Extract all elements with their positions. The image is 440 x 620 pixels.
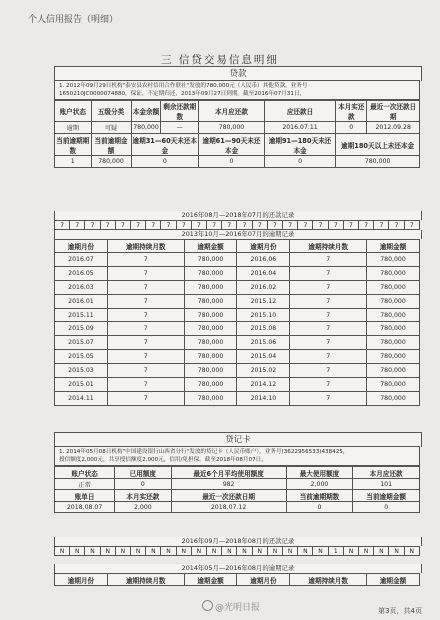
repay-status-cell: 7 [101, 221, 116, 229]
table-cell: 7 [107, 350, 184, 364]
table-row [55, 308, 420, 322]
report-header: 个人信用报告（明细） [28, 15, 119, 25]
table-header-cell: 最近6个月平均使用额度 [171, 467, 286, 479]
repay-status-cell: 7 [374, 221, 389, 229]
repay-status-cell: 7 [253, 221, 268, 229]
table-cell: 780,000 [336, 156, 420, 168]
table-header-cell: 账单日 [55, 490, 115, 502]
repay-status-cell: N [237, 547, 252, 555]
table-cell: 780,000 [91, 156, 131, 168]
repay-status-cell: N [161, 547, 176, 555]
table-cell: 780,000 [184, 391, 237, 405]
table-header-cell: 已用额度 [115, 467, 171, 479]
table-cell: 2015.09 [55, 322, 108, 336]
watermark-text: @光明日报 [215, 603, 261, 613]
loan-note [54, 80, 420, 100]
table-cell: 7 [290, 308, 367, 322]
table-cell: — [161, 122, 199, 134]
table-row [55, 378, 420, 392]
table-header-cell: 逾期月份 [237, 240, 290, 253]
table-cell: 780,000 [367, 253, 420, 267]
loan-note-line-1: 1. 2012年09月29日机构"泰安县农村信用合作联社"发放的780,000元（人民币）其他贷款，业务号 [59, 83, 308, 89]
table-cell: 2015.12 [237, 294, 290, 308]
table-cell: 7 [107, 266, 184, 280]
table-cell: 780,000 [367, 336, 420, 350]
table-header-cell: 账户状态 [55, 467, 115, 479]
table-cell: 2018.07.12 [171, 502, 286, 513]
repay-status-cell: 7 [116, 221, 131, 229]
table-cell: 7 [290, 336, 367, 350]
table-header-cell: 逾期月份 [55, 240, 108, 253]
table-header-cell: 逾期月份 [237, 574, 290, 586]
table-row [55, 266, 420, 280]
table-cell: 7 [290, 350, 367, 364]
loan-note-line-2: 1650210JC0000074880，保证，不定期归还，2013年09月27日到期。截至2016年07月31日， [59, 91, 306, 97]
table-cell: 1 [55, 156, 92, 168]
repay-status-cell: N [131, 547, 146, 555]
table-row [55, 322, 420, 336]
table-cell: 7 [290, 294, 367, 308]
table-cell: 2016.05 [55, 266, 108, 280]
repay-status-cell: N [101, 547, 116, 555]
table-cell: 780,000 [367, 350, 420, 364]
loan-repay-caption: 2016年08月—2018年07月的还款记录 [54, 211, 422, 220]
watermark [202, 600, 260, 613]
table-cell: 7 [107, 322, 184, 336]
table-header-cell: 逾期持续月数 [290, 240, 367, 253]
repay-status-cell: N [268, 547, 283, 555]
table-row [55, 336, 420, 350]
repay-status-cell: N [146, 547, 161, 555]
table-cell: 982 [171, 479, 286, 490]
table-cell: 0 [336, 122, 367, 134]
table-cell: 780,000 [184, 336, 237, 350]
repay-status-cell: N [207, 547, 222, 555]
table-cell: 7 [290, 322, 367, 336]
table-cell: 2016.01 [55, 294, 108, 308]
table-header-cell: 当前逾期期数 [286, 490, 353, 502]
table-cell: 7 [107, 308, 184, 322]
table-row [55, 294, 420, 308]
table-row [55, 364, 420, 378]
table-header-cell: 最近一次还款日期 [171, 490, 286, 502]
repay-status-cell: N [298, 547, 313, 555]
repay-status-cell: 7 [177, 221, 192, 229]
repay-status-cell: N [116, 547, 131, 555]
repay-status-cell: 7 [329, 221, 344, 229]
table-cell: 2015.07 [55, 336, 108, 350]
table-header-cell: 逾期金额 [184, 574, 237, 586]
repay-status-cell: N [85, 547, 100, 555]
repay-status-cell: N [389, 547, 404, 555]
table-cell: 780,000 [199, 122, 265, 134]
repay-status-cell: 7 [146, 221, 161, 229]
table-cell: 2016.07.11 [264, 122, 335, 134]
table-header-cell: 本月应还款 [353, 467, 420, 479]
table-cell: 正常 [55, 479, 115, 490]
table-cell: 2016.02 [237, 280, 290, 294]
table-cell: 2015.02 [237, 364, 290, 378]
table-cell: 7 [290, 266, 367, 280]
repay-status-cell: 1 [329, 547, 344, 555]
card-status-table [54, 466, 420, 513]
table-cell: 2016.03 [55, 280, 108, 294]
table-header-cell: 逾期金额 [367, 240, 420, 253]
repay-status-cell: 7 [192, 221, 207, 229]
table-cell: 780,000 [367, 280, 420, 294]
table-header-cell: 逾期180天以上未还本金 [336, 134, 420, 156]
repay-status-cell: 7 [55, 221, 70, 229]
section-title: 三 信贷交易信息明细 [161, 54, 279, 66]
card-repay-record [54, 546, 420, 556]
repay-status-cell: N [374, 547, 389, 555]
loan-overdue-caption: 2013年10月—2016年07月的逾期记录 [54, 230, 422, 239]
table-cell: 7 [290, 280, 367, 294]
card-note-line-1: 1. 2014年05月08日机构"中国建设银行山西省分行"发放的贷记卡（人民币账户），业务号(3622956533)438425， [59, 449, 349, 455]
table-header-cell: 本月实还款 [115, 490, 171, 502]
table-cell: 2014.10 [237, 391, 290, 405]
table-header-cell: 逾期金额 [367, 574, 420, 586]
table-cell: 2014.11 [55, 391, 108, 405]
repay-status-cell: 7 [161, 221, 176, 229]
table-cell: 7 [290, 378, 367, 392]
repay-status-cell: 7 [222, 221, 237, 229]
table-cell: 2016.04 [237, 266, 290, 280]
table-row [55, 350, 420, 364]
repay-status-cell: 7 [268, 221, 283, 229]
table-header-cell: 逾期31—60天未还本金 [131, 134, 199, 156]
table-cell: 2015.04 [237, 350, 290, 364]
table-row [55, 391, 420, 405]
table-row [55, 253, 420, 267]
repay-status-cell: N [55, 547, 70, 555]
table-cell: 780,000 [184, 294, 237, 308]
repay-status-cell: 7 [85, 221, 100, 229]
table-cell: 780,000 [367, 391, 420, 405]
table-cell: 780,000 [367, 266, 420, 280]
loan-repay-record [54, 220, 420, 230]
card-section-heading: 贷记卡 [54, 432, 422, 447]
table-cell: 7 [107, 378, 184, 392]
table-cell: 0 [115, 479, 171, 490]
loan-section-heading: 贷款 [54, 66, 422, 81]
table-header-cell: 本月实还款 [336, 101, 367, 122]
repay-status-cell: 7 [131, 221, 146, 229]
loan-overdue-table [54, 239, 420, 406]
table-cell: 101 [353, 479, 420, 490]
page-number: 第3页，共4页 [378, 607, 422, 615]
repay-status-cell: 7 [409, 222, 414, 229]
table-header-cell: 逾期91—180天未还本金 [264, 134, 335, 156]
repay-status-cell: 7 [344, 221, 359, 229]
table-header-cell: 逾期持续月数 [107, 574, 184, 586]
repay-status-cell: N [70, 547, 85, 555]
table-cell: 2,000 [115, 502, 171, 513]
repay-status-cell: N [344, 547, 359, 555]
table-cell: 780,000 [184, 350, 237, 364]
table-header-cell: 本月应还款 [199, 101, 265, 122]
table-header-cell: 剩余还款期数 [161, 101, 199, 122]
table-cell: 2015.01 [55, 378, 108, 392]
card-repay-caption: 2016年09月—2018年08月的还款记录 [54, 537, 422, 546]
loan-status-table [54, 100, 420, 168]
repay-status-cell: 7 [298, 221, 313, 229]
table-cell: 780,000 [367, 378, 420, 392]
table-cell: 7 [290, 391, 367, 405]
repay-status-cell: 7 [359, 221, 374, 229]
table-cell: 7 [290, 364, 367, 378]
table-cell: 7 [107, 391, 184, 405]
table-cell: 7 [290, 253, 367, 267]
table-cell: 780,000 [367, 308, 420, 322]
table-cell: 7 [107, 336, 184, 350]
card-note-line-2: 授信额度2,000元，共享授信额度2,000元，信用/免担保。截至2018年08月07日， [59, 457, 267, 463]
table-cell: 2015.11 [55, 308, 108, 322]
weibo-icon [202, 600, 213, 611]
table-cell: 780,000 [184, 266, 237, 280]
repay-status-cell: 7 [70, 221, 85, 229]
repay-status-cell: 7 [283, 221, 298, 229]
table-cell: 780,000 [184, 378, 237, 392]
repay-status-cell: N [409, 548, 415, 555]
repay-status-cell: N [177, 547, 192, 555]
repay-status-cell: N [253, 547, 268, 555]
table-cell: 2012.09.28 [367, 122, 420, 134]
table-cell: 2016.06 [237, 253, 290, 267]
table-cell: 780,000 [184, 364, 237, 378]
repay-status-cell: N [192, 547, 207, 555]
repay-status-cell: N [222, 547, 237, 555]
table-cell: 0 [131, 156, 199, 168]
table-cell: 780,000 [184, 322, 237, 336]
table-header-cell: 逾期月份 [55, 574, 108, 586]
repay-status-cell: 7 [313, 221, 328, 229]
table-cell: 780,000 [184, 253, 237, 267]
table-header-cell: 逾期持续月数 [107, 240, 184, 253]
table-cell: 2015.08 [237, 322, 290, 336]
repay-status-cell: 7 [389, 221, 404, 229]
table-header-cell: 应还款日 [264, 101, 335, 122]
table-header-cell: 逾期持续月数 [290, 574, 367, 586]
table-cell: 780,000 [367, 294, 420, 308]
table-header-cell: 最近一次还款日期 [367, 101, 420, 122]
table-cell: 7 [107, 280, 184, 294]
table-header-cell: 本金余额 [131, 101, 161, 122]
table-cell: 2015.06 [237, 336, 290, 350]
table-header-cell: 逾期61—90天未还本金 [199, 134, 265, 156]
table-cell: 780,000 [367, 364, 420, 378]
repay-status-cell: 7 [207, 221, 222, 229]
table-cell: 2015.03 [55, 364, 108, 378]
table-header-cell: 逾期金额 [184, 240, 237, 253]
table-header-cell: 当前逾期期数 [55, 134, 92, 156]
table-cell: 0 [199, 156, 265, 168]
table-cell: 7 [107, 253, 184, 267]
table-cell: 0 [264, 156, 335, 168]
repay-status-cell: N [359, 547, 374, 555]
table-cell: 2015.05 [55, 350, 108, 364]
table-header-cell: 最大使用额度 [286, 467, 353, 479]
table-cell: 780,000 [131, 122, 161, 134]
table-cell: 780,000 [184, 280, 237, 294]
table-cell: 2,000 [286, 479, 353, 490]
table-cell: 7 [107, 364, 184, 378]
table-header-cell: 当前逾期金额 [91, 134, 131, 156]
table-cell: 780,000 [184, 308, 237, 322]
table-cell: 可疑 [91, 122, 131, 134]
table-header-cell: 账户状态 [55, 101, 92, 122]
repay-status-cell: N [313, 547, 328, 555]
table-header-cell: 当前逾期金额 [353, 490, 420, 502]
table-cell: 2016.07 [55, 253, 108, 267]
table-header-cell: 五级分类 [91, 101, 131, 122]
table-cell: 2015.10 [237, 308, 290, 322]
table-cell: 0 [353, 502, 420, 513]
table-cell: 7 [107, 294, 184, 308]
table-cell: 逾期 [55, 122, 92, 134]
card-overdue-table [54, 573, 420, 586]
repay-status-cell: 7 [237, 221, 252, 229]
repay-status-cell: N [283, 547, 298, 555]
table-row [55, 280, 420, 294]
table-cell: 780,000 [367, 322, 420, 336]
card-note [54, 446, 420, 466]
table-cell: 0 [286, 502, 353, 513]
table-cell: 2014.12 [237, 378, 290, 392]
card-overdue-caption: 2014年05月—2016年08月的逾期记录 [54, 564, 422, 573]
table-cell: 2018.08.07 [55, 502, 115, 513]
